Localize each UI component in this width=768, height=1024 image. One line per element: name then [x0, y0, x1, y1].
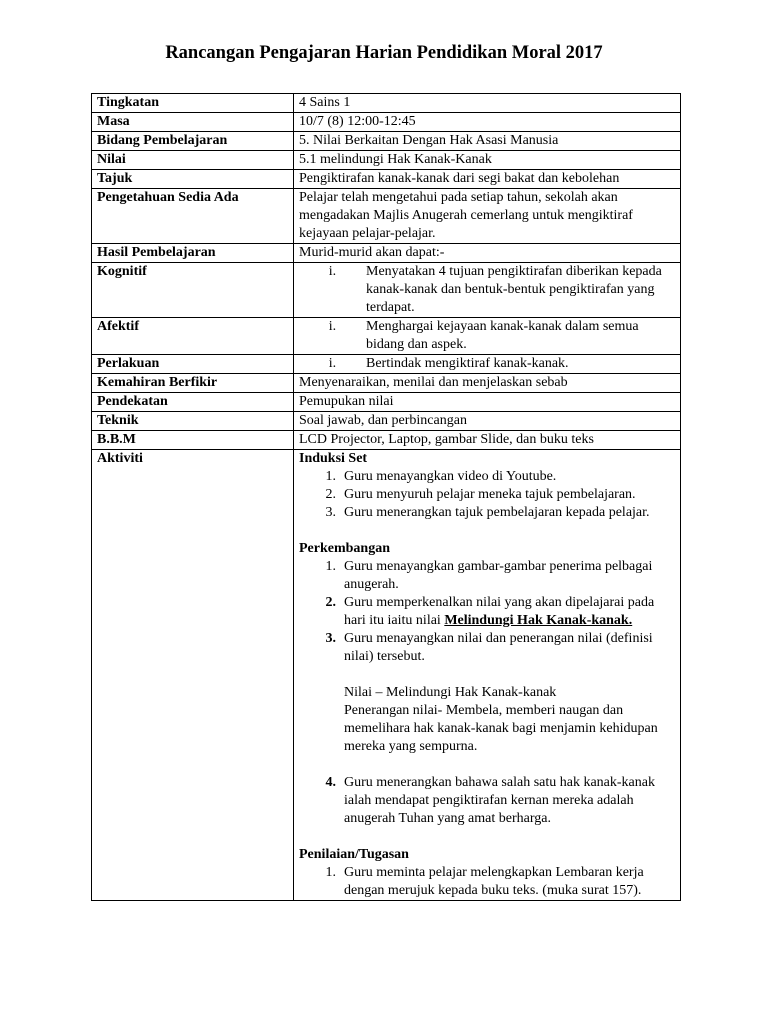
roman-numeral: i. — [328, 264, 337, 279]
row-value-nilai: 5.1 melindungi Hak Kanak-Kanak — [294, 151, 681, 170]
table-row — [92, 355, 681, 374]
list-text: Guru menayangkan gambar-gambar penerima pelbagai anugerah. — [344, 559, 653, 592]
list-text — [344, 594, 675, 630]
roman-numeral: i. — [328, 319, 337, 334]
table-row — [92, 374, 681, 393]
roman-numeral: i. — [328, 356, 337, 371]
row-label-perlakuan: Perlakuan — [92, 355, 294, 374]
row-label-kemahiran: Kemahiran Berfikir — [92, 374, 294, 393]
row-value-afektif — [294, 318, 681, 355]
row-value-kemahiran: Menyenaraikan, menilai dan menjelaskan sebab — [294, 374, 681, 393]
row-label-bbm: B.B.M — [92, 431, 294, 450]
section-title-perkembangan: Perkembangan — [299, 541, 390, 556]
row-label-teknik: Teknik — [92, 412, 294, 431]
row-label-bidang: Bidang Pembelajaran — [92, 132, 294, 151]
row-value-pendekatan: Pemupukan nilai — [294, 393, 681, 412]
table-row — [92, 318, 681, 355]
row-label-pengetahuan: Pengetahuan Sedia Ada — [92, 189, 294, 244]
row-label-tajuk: Tajuk — [92, 170, 294, 189]
list-text: Guru menyuruh pelajar meneka tajuk pembelajaran. — [344, 487, 636, 502]
table-row — [92, 170, 681, 189]
list-number: 3. — [325, 505, 336, 520]
section-title-induksi: Induksi Set — [299, 451, 368, 466]
nilai-line: Nilai – Melindungi Hak Kanak-kanak — [344, 685, 557, 700]
list-text: Guru meminta pelajar melengkapkan Lembaran kerja dengan merujuk kepada buku teks. (muka surat 157). — [344, 865, 644, 898]
list-item — [299, 774, 675, 828]
row-label-tingkatan: Tingkatan — [92, 94, 294, 113]
objective-text: Menghargai kejayaan kanak-kanak dalam semua bidang dan aspek. — [366, 319, 639, 352]
list-text-plain: Guru memperkenalkan nilai yang akan dipelajarai pada hari itu iaitu nilai — [344, 595, 655, 628]
list-text: Guru menerangkan tajuk pembelajaran kepada pelajar. — [344, 505, 650, 520]
row-value-bbm: LCD Projector, Laptop, gambar Slide, dan buku teks — [294, 431, 681, 450]
induksi-list — [299, 468, 675, 522]
row-label-kognitif: Kognitif — [92, 263, 294, 318]
document-title: Rancangan Pengajaran Harian Pendidikan Moral 2017 — [165, 43, 603, 63]
row-value-masa: 10/7 (8) 12:00-12:45 — [294, 113, 681, 132]
row-value-aktiviti — [294, 450, 681, 901]
table-row — [92, 412, 681, 431]
list-item — [299, 558, 675, 594]
row-label-masa: Masa — [92, 113, 294, 132]
value-highlight: Melindungi Hak Kanak-kanak. — [444, 613, 633, 628]
list-number: 1. — [325, 469, 336, 484]
table-row — [92, 189, 681, 244]
perkembangan-list — [299, 558, 675, 828]
objective-text: Menyatakan 4 tujuan pengiktirafan diberikan kepada kanak-kanak dan bentuk-bentuk pengiktirafan yang terdapat. — [366, 264, 662, 315]
row-label-aktiviti: Aktiviti — [92, 450, 294, 901]
list-text: Guru menayangkan video di Youtube. — [344, 469, 557, 484]
table-row — [92, 431, 681, 450]
list-number: 2. — [325, 595, 336, 610]
list-item — [299, 504, 675, 522]
list-item — [299, 468, 675, 486]
row-value-tingkatan: 4 Sains 1 — [294, 94, 681, 113]
lesson-plan-table — [91, 93, 681, 901]
list-item — [299, 594, 675, 630]
list-text: Guru menerangkan bahawa salah satu hak kanak-kanak ialah mendapat pengiktirafan kernan mereka adalah anugerah Tuhan yang amat berharga. — [344, 775, 655, 826]
list-number: 2. — [325, 487, 336, 502]
row-value-bidang: 5. Nilai Berkaitan Dengan Hak Asasi Manusia — [294, 132, 681, 151]
table-row — [92, 113, 681, 132]
list-number: 3. — [325, 631, 336, 646]
row-label-hasil: Hasil Pembelajaran — [92, 244, 294, 263]
table-row — [92, 132, 681, 151]
list-item — [299, 630, 675, 666]
row-value-perlakuan — [294, 355, 681, 374]
table-row — [92, 263, 681, 318]
table-row — [92, 450, 681, 901]
list-number: 1. — [325, 559, 336, 574]
list-number: 1. — [325, 865, 336, 880]
row-value-pengetahuan: Pelajar telah mengetahui pada setiap tahun, sekolah akan mengadakan Majlis Anugerah cemerlang untuk mengiktiraf kejayaan pelajar-pelajar. — [294, 189, 681, 244]
list-text: Guru menayangkan nilai dan penerangan nilai (definisi nilai) tersebut. — [344, 631, 653, 664]
row-value-tajuk: Pengiktirafan kanak-kanak dari segi bakat dan kebolehan — [294, 170, 681, 189]
row-label-afektif: Afektif — [92, 318, 294, 355]
table-row — [92, 151, 681, 170]
penilaian-list — [299, 864, 675, 900]
penerangan-nilai: Penerangan nilai- Membela, memberi naugan dan memelihara hak kanak-kanak bagi menjamin kehidupan mereka yang sempurna. — [344, 703, 658, 754]
table-row — [92, 94, 681, 113]
table-row — [92, 244, 681, 263]
objective-text: Bertindak mengiktiraf kanak-kanak. — [366, 356, 569, 371]
row-value-kognitif — [294, 263, 681, 318]
list-item — [299, 864, 675, 900]
row-label-pendekatan: Pendekatan — [92, 393, 294, 412]
list-number: 4. — [325, 775, 336, 790]
row-value-teknik: Soal jawab, dan perbincangan — [294, 412, 681, 431]
list-item — [299, 486, 675, 504]
table-row — [92, 393, 681, 412]
row-value-hasil: Murid-murid akan dapat:- — [294, 244, 681, 263]
row-label-nilai: Nilai — [92, 151, 294, 170]
section-title-penilaian: Penilaian/Tugasan — [299, 847, 409, 862]
